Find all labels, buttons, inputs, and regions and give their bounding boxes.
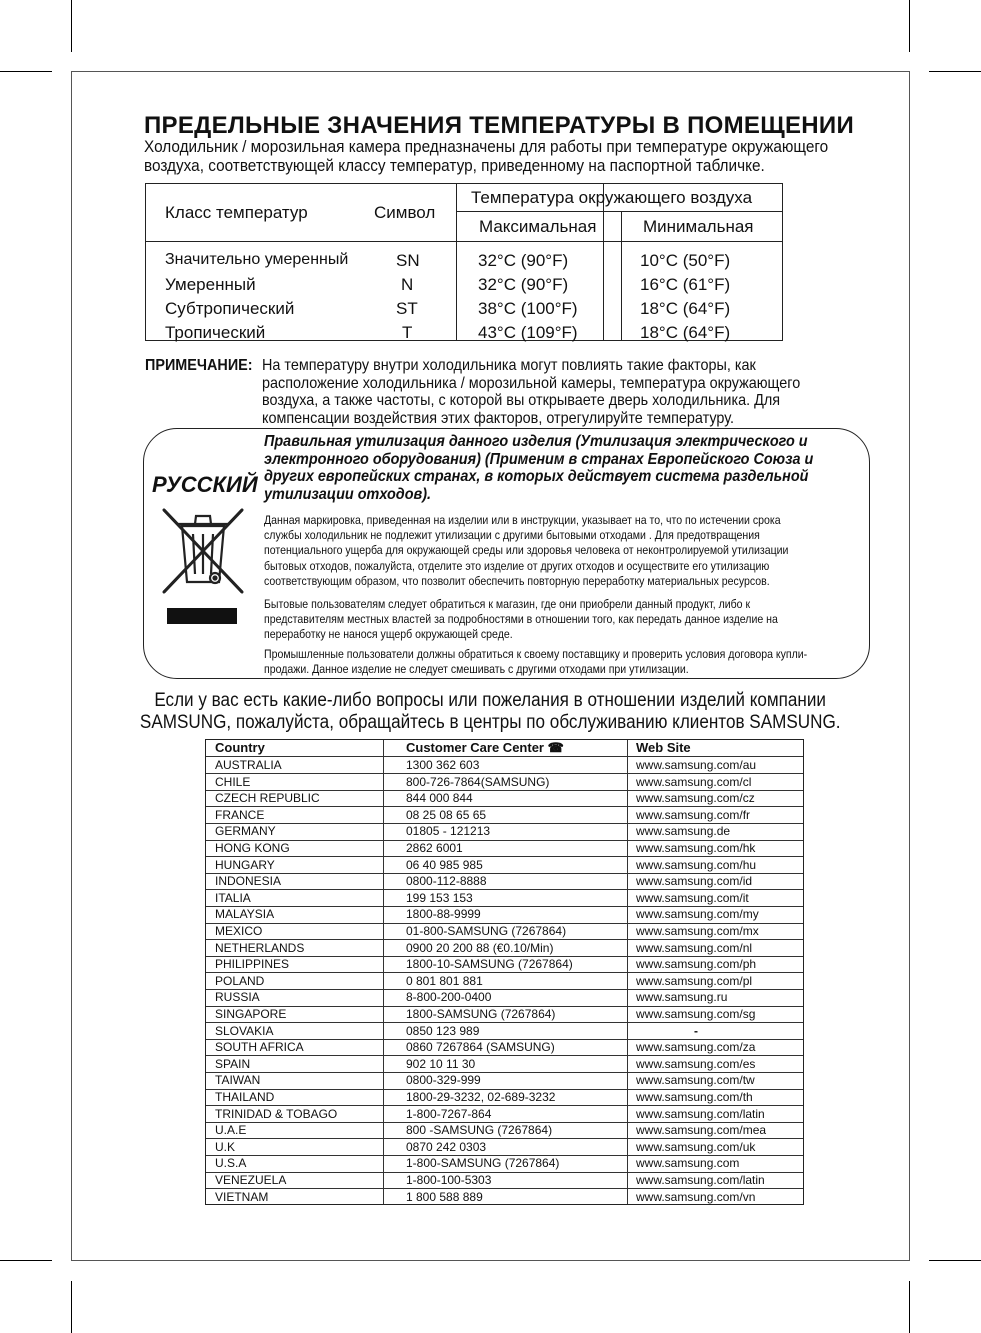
paragraph-line: представителям местных властей за подробностями в отношении того, как передать данное изделие на xyxy=(264,612,778,627)
max-cell: 32°C (90°F) xyxy=(478,275,569,294)
table-row xyxy=(206,1023,803,1040)
country-cell: MEXICO xyxy=(215,924,263,938)
table-row xyxy=(206,1172,803,1189)
website-cell: www.samsung.com/nl xyxy=(636,940,753,955)
country-cell: THAILAND xyxy=(215,1090,275,1104)
country-cell: ITALIA xyxy=(215,890,251,905)
crop-mark xyxy=(909,1281,910,1333)
country-cell: RUSSIA xyxy=(215,990,260,1005)
country-cell: GERMANY xyxy=(215,824,276,839)
table-row xyxy=(206,956,803,973)
table-row xyxy=(206,1006,803,1023)
phone-cell: 1800-SAMSUNG (7267864) xyxy=(406,1007,556,1021)
crop-mark xyxy=(71,0,72,52)
table-row xyxy=(206,1122,803,1139)
note-label: ПРИМЕЧАНИЕ: xyxy=(145,357,253,374)
crop-mark xyxy=(71,1281,72,1333)
paragraph-line: потенциального ущерба для окружающей среды или здоровья человека от неконтролируемой утилизации xyxy=(264,543,789,558)
prompt-line: SAMSUNG, пожалуйста, обращайтесь в центры по обслуживанию клиентов SAMSUNG. xyxy=(140,712,841,733)
paragraph-line: Данная маркировка, приведенная на изделии или в инструкции, указывает на то, что по истечении срока xyxy=(264,513,781,527)
phone-cell: 01-800-SAMSUNG (7267864) xyxy=(406,924,567,938)
crop-mark xyxy=(909,0,910,52)
paragraph-line: Бытовые пользователям следует обратиться к магазин, где они приобрели данный продукт, либо к xyxy=(264,597,751,611)
phone-cell: 800-726-7864(SAMSUNG) xyxy=(406,774,550,789)
paragraph-line: соответствующим образом, что позволит обеспечить повторную переработку материальных ресурсов. xyxy=(264,573,770,588)
page-title: ПРЕДЕЛЬНЫЕ ЗНАЧЕНИЯ ТЕМПЕРАТУРЫ В ПОМЕЩЕНИИ xyxy=(144,112,855,139)
table-row xyxy=(206,807,803,824)
note-line: расположение холодильника / морозильной камеры, температура окружающего xyxy=(262,374,801,392)
country-cell: MALAYSIA xyxy=(215,907,275,922)
note-line: воздуха, а также частоты, с которой вы открываете дверь холодильника. Для xyxy=(262,392,781,409)
symbol-cell: ST xyxy=(396,299,418,318)
table-row xyxy=(206,940,803,957)
website-cell: www.samsung.com/latin xyxy=(636,1173,765,1187)
min-cell: 18°C (64°F) xyxy=(640,323,731,342)
country-cell: NETHERLANDS xyxy=(215,940,305,955)
table-row xyxy=(206,989,803,1006)
prompt-line: Если у вас есть какие-либо вопросы или пожелания в отношении изделий компании xyxy=(154,690,827,711)
country-cell: POLAND xyxy=(215,973,265,988)
phone-cell: 199 153 153 xyxy=(406,890,473,905)
table-row xyxy=(206,840,803,857)
phone-cell: 1800-88-9999 xyxy=(406,907,481,922)
column-header-min: Минимальная xyxy=(643,217,754,236)
country-cell: U.A.E xyxy=(215,1123,247,1138)
country-cell: CHILE xyxy=(215,774,251,789)
website-cell: www.samsung.com/au xyxy=(636,758,757,772)
phone-cell: 0800-112-8888 xyxy=(406,874,487,889)
note-line: компенсации воздействия этих факторов, отрегулируйте температуру. xyxy=(262,409,735,427)
phone-cell: 1800-10-SAMSUNG (7267864) xyxy=(406,957,573,972)
phone-cell: 1-800-SAMSUNG (7267864) xyxy=(406,1156,560,1171)
table-border xyxy=(621,211,622,341)
country-cell: FRANCE xyxy=(215,807,265,822)
table-row xyxy=(206,873,803,890)
intro-text xyxy=(144,138,829,176)
table-border xyxy=(782,183,783,341)
website-cell: www.samsung.com/es xyxy=(636,1056,756,1071)
phone-cell: 8-800-200-0400 xyxy=(406,990,492,1005)
website-cell: www.samsung.com/tw xyxy=(636,1073,755,1088)
website-cell: - xyxy=(694,1023,698,1038)
max-cell: 38°C (100°F) xyxy=(478,299,578,318)
column-header-max: Максимальная xyxy=(479,217,597,236)
crop-mark xyxy=(0,71,52,72)
table-row xyxy=(206,1089,803,1106)
column-header-country: Country xyxy=(215,740,265,755)
table-row xyxy=(206,1039,803,1056)
website-cell: www.samsung.com/it xyxy=(636,890,749,905)
phone-cell: 1-800-100-5303 xyxy=(406,1173,492,1187)
phone-cell: 0800-329-999 xyxy=(406,1073,481,1088)
recycling-paragraph-2 xyxy=(264,597,778,643)
language-label: РУССКИЙ xyxy=(152,472,258,497)
country-cell: SOUTH AFRICA xyxy=(215,1040,304,1055)
table-row xyxy=(206,790,803,807)
phone-cell: 0 801 801 881 xyxy=(406,973,483,988)
heading-line: электронного оборудования) (Применим в странах Европейского Союза и xyxy=(264,450,814,468)
table-row xyxy=(206,973,803,990)
website-cell: www.samsung.de xyxy=(636,824,731,839)
contacts-table xyxy=(205,739,804,1205)
max-cell: 43°C (109°F) xyxy=(478,323,578,342)
paragraph-line: продажи. Данное изделие не следует смешивать с другими отходами при утилизации. xyxy=(264,662,689,677)
country-cell: TAIWAN xyxy=(215,1073,261,1088)
country-cell: HUNGARY xyxy=(215,857,275,872)
note-line: На температуру внутри холодильника могут повлиять такие факторы, как xyxy=(262,357,756,374)
table-row xyxy=(206,774,803,791)
phone-cell: 1300 362 603 xyxy=(406,758,480,772)
table-row xyxy=(206,857,803,874)
recycling-paragraph-1 xyxy=(264,513,788,589)
country-cell: TRINIDAD & TOBAGO xyxy=(215,1106,338,1121)
phone-cell: 800 -SAMSUNG (7267864) xyxy=(406,1123,553,1138)
country-cell: AUSTRALIA xyxy=(215,758,282,772)
website-cell: www.samsung.com/hk xyxy=(636,841,756,855)
table-row xyxy=(206,1189,803,1206)
symbol-cell: SN xyxy=(396,251,420,270)
crop-mark xyxy=(929,71,981,72)
column-header-symbol: Символ xyxy=(374,203,436,222)
recycling-heading xyxy=(264,433,813,503)
phone-cell: 0870 242 0303 xyxy=(406,1139,487,1154)
min-cell: 10°C (50°F) xyxy=(640,251,731,270)
phone-cell: 1800-29-3232, 02-689-3232 xyxy=(406,1090,556,1104)
paragraph-line: Промышленные пользователи должны обратиться к своему поставщику и проверить условия договора купли- xyxy=(264,647,808,661)
contact-prompt xyxy=(0,690,981,734)
class-cell: Значительно умеренный xyxy=(165,251,349,268)
website-cell: www.samsung.com xyxy=(636,1156,740,1171)
website-cell: www.samsung.com/cz xyxy=(636,791,755,806)
country-cell: SINGAPORE xyxy=(215,1007,287,1021)
website-cell: www.samsung.com/uk xyxy=(636,1139,756,1154)
min-cell: 18°C (64°F) xyxy=(640,299,731,318)
website-cell: www.samsung.com/fr xyxy=(636,807,751,822)
country-cell: CZECH REPUBLIC xyxy=(215,791,320,806)
table-row xyxy=(206,890,803,907)
class-cell: Субтропический xyxy=(165,299,295,318)
crop-mark xyxy=(0,1260,52,1261)
note-text xyxy=(262,357,800,427)
country-cell: SPAIN xyxy=(215,1056,251,1071)
website-cell: www.samsung.com/latin xyxy=(636,1106,765,1121)
country-cell: HONG KONG xyxy=(215,841,290,855)
table-row xyxy=(206,923,803,940)
table-row xyxy=(206,1072,803,1089)
country-cell: INDONESIA xyxy=(215,874,282,889)
website-cell: www.samsung.com/pl xyxy=(636,973,753,988)
intro-line: Холодильник / морозильная камера предназначены для работы при температуре окружающего xyxy=(144,138,829,156)
phone-cell: 08 25 08 65 65 xyxy=(406,807,487,822)
phone-cell: 0900 20 200 88 (€0.10/Min) xyxy=(406,940,554,955)
class-cell: Умеренный xyxy=(165,275,256,294)
country-cell: U.S.A xyxy=(215,1156,247,1171)
heading-line: других европейских странах, в которых действует система раздельной xyxy=(264,468,809,485)
paragraph-line: службы холодильник не подлежит утилизации с другими бытовыми отходами . Для предотвращения xyxy=(264,528,760,543)
heading-line: утилизации отходов). xyxy=(264,485,432,503)
website-cell: www.samsung.ru xyxy=(636,990,728,1005)
crop-mark xyxy=(929,1260,981,1261)
country-cell: VIETNAM xyxy=(215,1189,269,1204)
phone-cell: 06 40 985 985 xyxy=(406,857,483,872)
phone-cell: 01805 - 121213 xyxy=(406,824,491,839)
table-row xyxy=(206,1139,803,1156)
phone-cell: 0860 7267864 (SAMSUNG) xyxy=(406,1040,555,1055)
table-row xyxy=(206,1155,803,1172)
phone-cell: 0850 123 989 xyxy=(406,1023,480,1038)
table-border xyxy=(456,183,457,341)
table-header-row xyxy=(206,740,803,757)
website-cell: www.samsung.com/sg xyxy=(636,1007,756,1021)
website-cell: www.samsung.com/hu xyxy=(636,857,757,872)
country-cell: U.K xyxy=(215,1139,236,1154)
table-row xyxy=(206,1106,803,1123)
column-header-class: Класс температур xyxy=(165,203,308,222)
phone-cell: 1 800 588 889 xyxy=(406,1189,483,1204)
website-cell: www.samsung.com/ph xyxy=(636,957,757,972)
column-header-web: Web Site xyxy=(636,740,691,755)
table-row xyxy=(206,906,803,923)
website-cell: www.samsung.com/my xyxy=(636,907,759,922)
phone-cell: 2862 6001 xyxy=(406,841,463,855)
phone-cell: 902 10 11 30 xyxy=(406,1056,476,1071)
website-cell: www.samsung.com/id xyxy=(636,874,753,889)
phone-cell: 1-800-7267-864 xyxy=(406,1106,492,1121)
website-cell: www.samsung.com/cl xyxy=(636,774,752,789)
crossed-bin-icon xyxy=(160,504,246,598)
website-cell: www.samsung.com/mx xyxy=(636,924,759,938)
paragraph-line: переработку не нанося ущерб окружающей среде. xyxy=(264,627,513,642)
country-cell: SLOVAKIA xyxy=(215,1023,274,1038)
website-cell: www.samsung.com/th xyxy=(636,1090,753,1104)
table-border xyxy=(145,241,783,242)
table-row xyxy=(206,823,803,840)
max-cell: 32°C (90°F) xyxy=(478,251,569,270)
table-border xyxy=(456,211,783,212)
recycling-paragraph-3 xyxy=(264,647,807,677)
country-cell: PHILIPPINES xyxy=(215,957,290,972)
table-border xyxy=(145,183,146,341)
intro-line: воздуха, соответствующей классу температур, приведенному на паспортной табличке. xyxy=(144,157,765,175)
phone-cell: 844 000 844 xyxy=(406,791,473,806)
black-bar xyxy=(167,608,237,624)
country-cell: VENEZUELA xyxy=(215,1173,287,1187)
heading-line: Правильная утилизация данного изделия (Утилизация электрического и xyxy=(264,433,808,450)
table-border xyxy=(145,183,783,184)
symbol-cell: T xyxy=(402,323,413,342)
website-cell: www.samsung.com/za xyxy=(636,1040,756,1055)
table-row xyxy=(206,1056,803,1073)
website-cell: www.samsung.com/mea xyxy=(636,1123,767,1138)
table-row xyxy=(206,757,803,774)
website-cell: www.samsung.com/vn xyxy=(636,1189,756,1204)
paragraph-line: бытовых отходов, пожалуйста, отделите это изделие от других отходов и осуществите его утилизацию xyxy=(264,558,770,573)
column-header-ambient: Температура окружающего воздуха xyxy=(471,188,753,207)
symbol-cell: N xyxy=(401,275,414,294)
temperature-table xyxy=(145,183,783,341)
min-cell: 16°C (61°F) xyxy=(640,275,731,294)
column-header-phone: Customer Care Center ☎ xyxy=(406,740,564,755)
class-cell: Тропический xyxy=(165,323,266,342)
